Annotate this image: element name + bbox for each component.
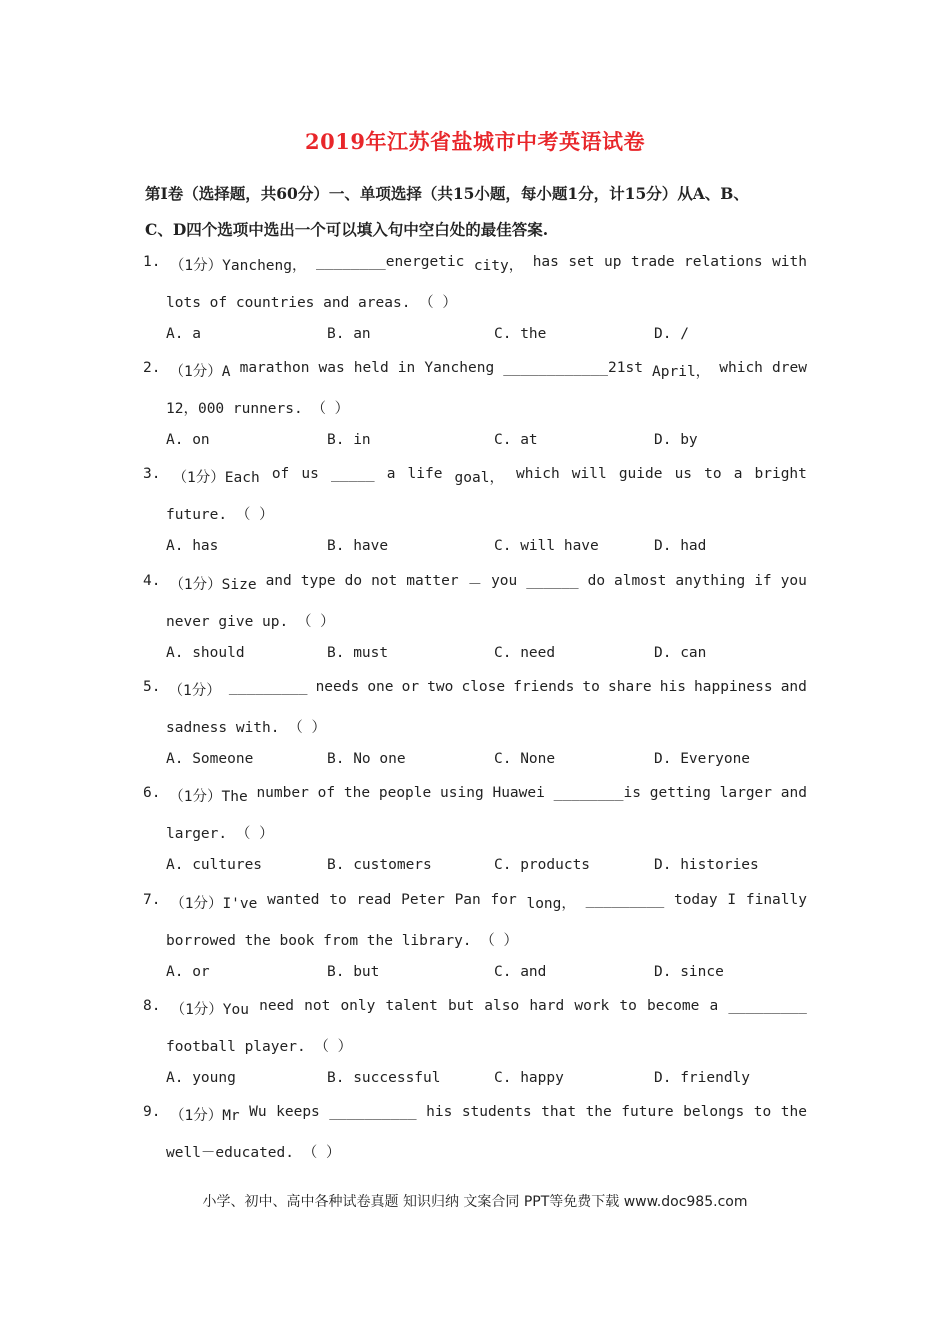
question-word: hard [529,998,565,1014]
question-word: Yancheng [424,360,495,376]
question-word: finally [745,892,807,908]
question-word: to [582,679,600,695]
question-word: future [621,1104,674,1120]
option-c: C. need [494,645,556,661]
question-word: held [353,360,389,376]
question-word: which [719,360,763,376]
question-word: April， [652,364,711,380]
question-word: city， [473,258,524,274]
question-word: number [256,785,309,801]
option-a: A. a [166,326,201,342]
question-word: bright [754,466,807,482]
option-b: B. in [327,432,371,448]
question-word: 7. [143,892,161,908]
question-word: ____________21st [503,360,643,376]
question-word: students [461,1104,532,1120]
option-a: A. has [166,538,219,554]
question-word: （1分）A [169,364,231,380]
question-word: __________ [329,1104,417,1120]
question-word: （1分）The [169,789,248,805]
option-b: B. an [327,326,371,342]
question-word: 1. [143,254,161,270]
question-word: two [427,679,454,695]
question-word: （1分）Each [172,470,260,486]
question-9-line-1 [143,1104,807,1125]
question-word: Pan [454,892,481,908]
question-word: us [301,466,319,482]
question-7-line-2: borrowed the book from the library. （ ） [166,933,519,949]
question-word: people [378,785,432,801]
question-word: the [343,785,371,801]
question-word: life [407,466,443,482]
question-word: using [440,785,484,801]
option-c: C. happy [494,1070,564,1086]
question-word: wanted [267,892,320,908]
option-c: C. will have [494,538,599,554]
question-word: ______ [526,573,579,589]
option-c: C. at [494,432,538,448]
question-word: drew [772,360,807,376]
question-word: do [344,573,363,589]
question-word: happiness [694,679,773,695]
option-d: D. since [654,964,724,980]
option-d: D. Everyone [654,751,751,767]
question-word: 6. [143,785,161,801]
option-d: D. histories [654,857,759,873]
question-word: you [491,573,518,589]
question-word: 4. [143,573,161,589]
question-word: type [300,573,336,589]
question-word: the [585,1104,612,1120]
question-word: to [619,998,637,1014]
option-c: C. None [494,751,556,767]
option-a: A. young [166,1070,236,1086]
question-word: ________is [553,785,641,801]
question-word: you [780,573,807,589]
question-word: getting [649,785,711,801]
footer-ad-text: 小学、初中、高中各种试卷真题 知识归纳 文案合同 PPT等免费下载 www.doc985.com [202,1194,748,1210]
option-c: C. and [494,964,547,980]
option-a: A. Someone [166,751,254,767]
question-word: and [780,785,807,801]
option-b: B. No one [327,751,406,767]
question-word: 5. [143,679,161,695]
question-4-line-1 [143,573,807,594]
question-word: belongs [683,1104,745,1120]
question-word: guide [618,466,663,482]
question-1-line-1 [143,254,807,275]
question-4-line-2: never give up. （ ） [166,614,335,630]
question-word: （1分）Yancheng， [169,258,307,274]
question-8-line-2: football player. （ ） [166,1039,353,1055]
question-word: to [329,892,347,908]
option-c: C. the [494,326,547,342]
question-word: larger [719,785,773,801]
question-word: （1分）Mr [169,1108,240,1124]
question-word: － [467,577,483,593]
question-3-line-1 [143,466,807,487]
question-2-line-2: 12，000 runners. （ ） [166,401,350,417]
option-a: A. cultures [166,857,263,873]
question-word: has [532,254,559,270]
question-word: or [401,679,420,695]
question-word: _________ [728,998,807,1014]
question-word: trade [630,254,675,270]
option-c: C. products [494,857,591,873]
question-5-line-2: sadness with. （ ） [166,720,326,736]
question-word: needs [315,679,360,695]
question-word: Huawei [492,785,545,801]
question-word: close [461,679,506,695]
question-word: not [304,998,331,1014]
option-d: D. friendly [654,1070,751,1086]
question-word: matter [406,573,459,589]
question-word: Wu [249,1104,267,1120]
question-word: （1分）You [170,1002,249,1018]
option-d: D. can [654,645,707,661]
option-b: B. have [327,538,389,554]
question-word: need [259,998,295,1014]
question-word: goal， [454,470,504,486]
question-word: up [604,254,622,270]
option-d: D. / [654,326,689,342]
option-b: B. customers [327,857,432,873]
section-header [145,176,810,248]
question-word: which [516,466,560,482]
question-word: with [772,254,807,270]
question-word: （1分） [168,683,221,699]
question-6-line-2: larger. （ ） [166,826,274,842]
question-word: the [780,1104,807,1120]
question-word: will [571,466,607,482]
question-9-line-2: well－educated. （ ） [166,1145,341,1161]
question-2-line-1 [143,360,807,381]
question-word: today [673,892,718,908]
question-6-line-1 [143,785,807,806]
question-word: to [704,466,722,482]
question-word: talent [385,998,438,1014]
question-1-line-2: lots of countries and areas. （ ） [166,295,457,311]
question-5-line-1 [143,679,807,700]
question-word: read [356,892,392,908]
page-title: 2019年江苏省盐城市中考英语试卷 [305,129,645,154]
question-word: become [646,998,700,1014]
question-word: that [541,1104,577,1120]
question-3-line-2: future. （ ） [166,507,274,523]
question-word: work [574,998,610,1014]
question-8-line-1 [143,998,807,1019]
option-b: B. successful [327,1070,441,1086]
question-word: _________ [585,892,665,908]
question-word: I [727,892,737,908]
question-word: and [780,679,807,695]
option-b: B. must [327,645,389,661]
question-word: to [753,1104,772,1120]
option-a: A. on [166,432,210,448]
question-word: of [271,466,290,482]
question-word: _____ [330,466,375,482]
question-word: marathon [239,360,310,376]
option-a: A. or [166,964,210,980]
section-header-line-1: 第I卷（选择题，共60分）一、单项选择（共15小题，每小题1分，计15分）从A、B、 [145,184,749,203]
question-word: for [490,892,517,908]
question-word: _________ [228,679,308,695]
question-word: a [386,466,396,482]
question-word: 9. [143,1104,161,1120]
question-word: （1分）Size [169,577,257,593]
question-word: and [265,573,292,589]
question-word: his [659,679,686,695]
question-word: anything [675,573,746,589]
question-word: of [317,785,336,801]
question-word: 8. [143,998,161,1014]
question-word: long， [526,896,576,912]
question-word: only [340,998,376,1014]
question-word: a [733,466,743,482]
option-a: A. should [166,645,245,661]
question-word: Peter [401,892,445,908]
question-word: friends [513,679,575,695]
option-d: D. by [654,432,698,448]
question-word: relations [684,254,763,270]
question-word: ________energetic [315,254,465,270]
question-word: share [607,679,652,695]
question-word: us [674,466,693,482]
question-word: do [587,573,606,589]
question-word: also [484,998,520,1014]
question-word: keeps [276,1104,320,1120]
question-word: in [397,360,416,376]
question-word: not [371,573,398,589]
question-word: 3. [143,466,161,482]
question-word: almost [614,573,667,589]
option-d: D. had [654,538,707,554]
option-b: B. but [327,964,380,980]
question-word: 2. [143,360,161,376]
question-word: was [318,360,345,376]
question-word: set [568,254,595,270]
question-word: if [754,573,772,589]
question-word: his [426,1104,453,1120]
question-word: but [447,998,475,1014]
question-7-line-1 [143,892,807,913]
section-header-line-2: C、D四个选项中选出一个可以填入句中空白处的最佳答案. [145,220,549,239]
question-word: one [367,679,394,695]
question-word: （1分）I've [170,896,258,912]
question-word: a [709,998,719,1014]
